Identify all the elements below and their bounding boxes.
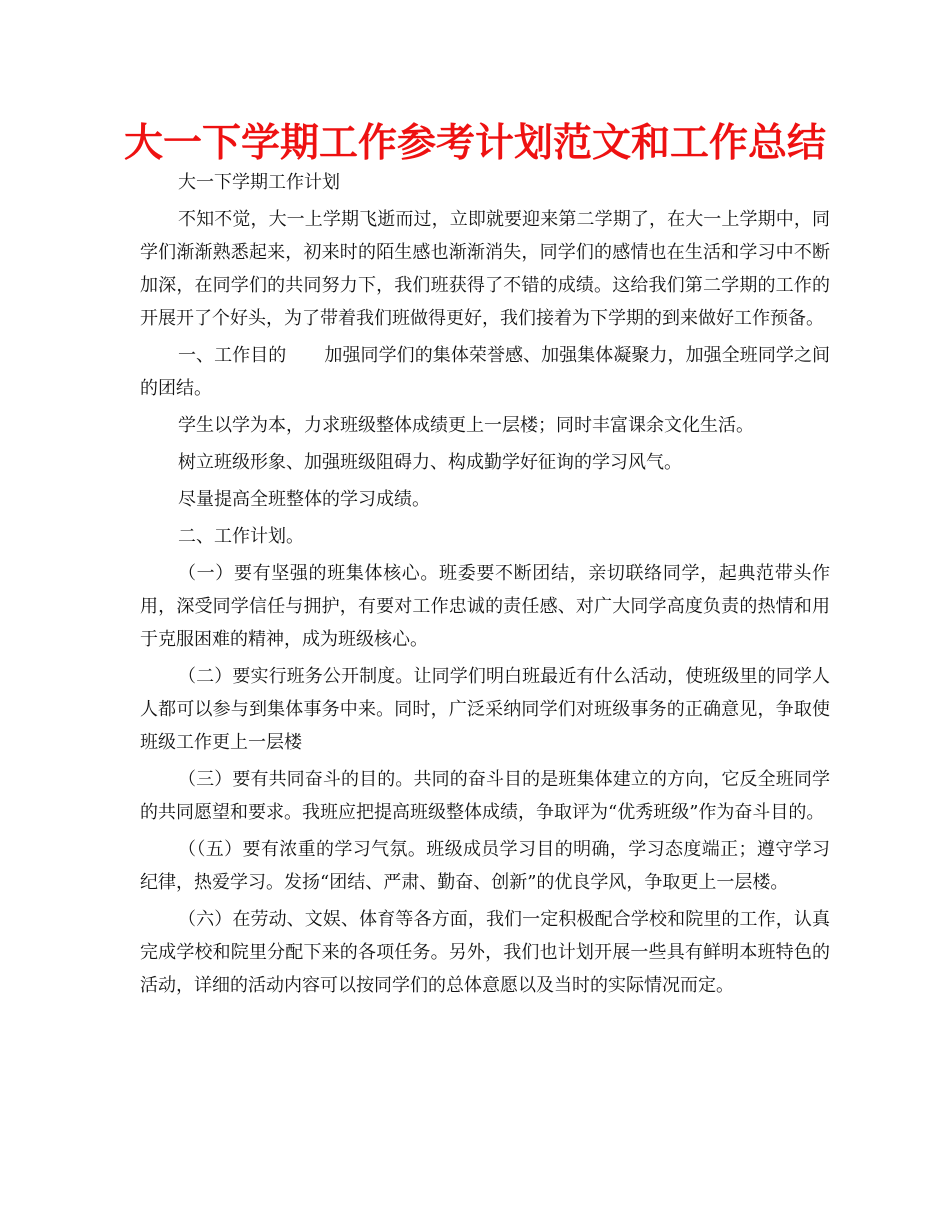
plan-item: （六）在劳动、文娱、体育等各方面，我们一定积极配合学校和院里的工作，认真完成学校和院里分配下来的各项任务。另外，我们也计划开展一些具有鲜明本班特色的活动，详细的活动内容可以按同学们的总体意愿以及当时的实际情况而定。 bbox=[140, 909, 830, 996]
section-1 bbox=[140, 339, 830, 405]
plan-item: （二）要实行班务公开制度。让同学们明白班最近有什么活动，使班级里的同学人人都可以参与到集体事务中来。同时，广泛采纳同学们对班级事务的正确意见，争取使班级工作更上一层楼 bbox=[140, 666, 830, 753]
goal-item: 树立班级形象、加强班级阻碍力、构成勤学好征询的学习风气。 bbox=[178, 452, 682, 473]
section-2-heading: 二、工作计划。 bbox=[178, 526, 304, 547]
section-1-text: 加强同学们的集体荣誉感、加强集体凝聚力，加强全班同学之间的团结。 bbox=[140, 345, 831, 399]
plan-item: （（五）要有浓重的学习气氛。班级成员学习目的明确，学习态度端正；遵守学习纪律，热爱学习。发扬“团结、严肃、勤奋、创新”的优良学风，争取更上一层楼。 bbox=[140, 839, 830, 893]
goal-item: 学生以学为本，力求班级整体成绩更上一层楼；同时丰富课余文化生活。 bbox=[178, 415, 754, 436]
plan-item: （一）要有坚强的班集体核心。班委要不断团结，亲切联络同学，起典范带头作用，深受同学信任与拥护，有要对工作忠诚的责任感、对广大同学高度负责的热情和用于克服困难的精神，成为班级核心。 bbox=[140, 563, 830, 650]
subtitle: 大一下学期工作计划 bbox=[178, 172, 340, 193]
document-title: 大一下学期工作参考计划范文和工作总结 bbox=[123, 121, 826, 166]
section-1-heading: 一、工作目的 bbox=[178, 345, 287, 366]
document-body bbox=[140, 166, 830, 1006]
intro-paragraph: 不知不觉，大一上学期飞逝而过，立即就要迎来第二学期了，在大一上学期中，同学们渐渐熟悉起来，初来时的陌生感也渐渐消失，同学们的感情也在生活和学习中不断加深，在同学们的共同努力下，我们班获得了不错的成绩。这给我们第二学期的工作的开展开了个好头，为了带着我们班做得更好，我们接着为下学期的到来做好工作预备。 bbox=[140, 209, 830, 329]
goal-item: 尽量提高全班整体的学习成绩。 bbox=[178, 489, 430, 510]
plan-item: （三）要有共同奋斗的目的。共同的奋斗目的是班集体建立的方向，它反全班同学的共同愿望和要求。我班应把提高班级整体成绩，争取评为“优秀班级”作为奋斗目的。 bbox=[140, 769, 830, 823]
